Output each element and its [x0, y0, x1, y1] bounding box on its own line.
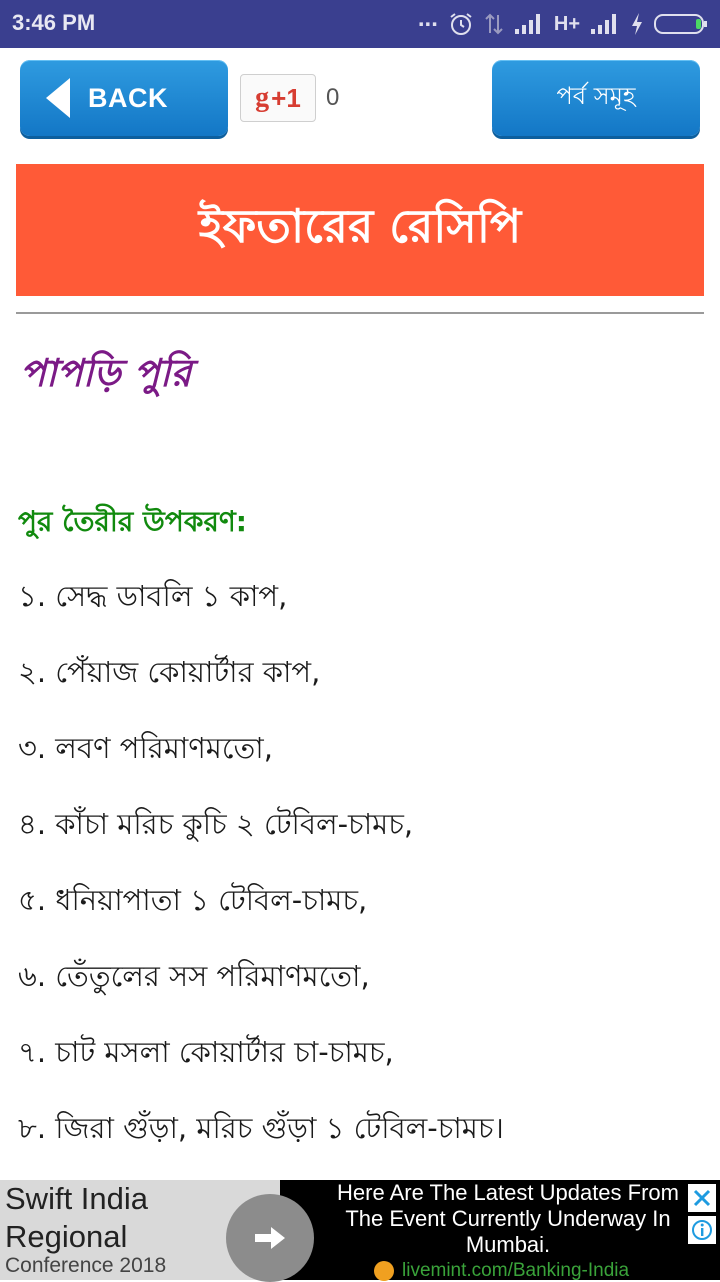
- page-title-banner: [16, 164, 704, 296]
- google-plus-one-button[interactable]: [240, 74, 316, 122]
- ad-info-button[interactable]: [688, 1216, 716, 1244]
- recipe-title: পাপড়ি পুরি: [20, 351, 192, 395]
- ingredient-item: ১. সেদ্ধ ডাবলি ১ কাপ,: [18, 579, 288, 613]
- section-heading: পুর তৈরীর উপকরণ:: [18, 505, 247, 538]
- alarm-icon: [448, 11, 474, 37]
- ad-arrow-button[interactable]: [226, 1194, 314, 1282]
- back-button[interactable]: [20, 60, 228, 136]
- info-icon: [691, 1219, 713, 1241]
- ingredient-item: ৫. ধনিয়াপাতা ১ টেবিল-চামচ,: [18, 883, 368, 917]
- google-plus-g: g: [255, 82, 270, 113]
- ingredient-item: ৩. লবণ পরিমাণমতো,: [18, 731, 273, 765]
- back-button-label: BACK: [88, 82, 168, 113]
- ingredient-item: ৪. কাঁচা মরিচ কুচি ২ টেবিল-চামচ,: [18, 807, 414, 841]
- ingredient-item: ৭. চাট মসলা কোয়ার্টার চা-চামচ,: [18, 1035, 394, 1069]
- network-type: H+: [553, 12, 580, 35]
- ad-url[interactable]: [374, 1260, 629, 1282]
- charging-icon: [630, 12, 644, 36]
- ad-url-text: livemint.com/Banking-India: [402, 1260, 630, 1281]
- status-bar: [0, 0, 720, 48]
- back-arrow-icon: [46, 78, 70, 118]
- signal-icon: [514, 13, 544, 35]
- status-time: 3:46 PM: [12, 10, 96, 35]
- battery-icon: [654, 12, 708, 36]
- data-arrows-icon: [484, 11, 504, 37]
- parts-list-button[interactable]: পর্ব সমূহ: [492, 60, 700, 136]
- ingredient-item: ২. পেঁয়াজ কোয়ার্টার কাপ,: [18, 655, 321, 689]
- signal-icon-2: [590, 13, 620, 35]
- divider: [16, 312, 704, 314]
- ad-subtitle: Conference 2018: [5, 1254, 167, 1277]
- page-title: ইফতারের রেসিপি: [198, 199, 522, 253]
- ad-close-button[interactable]: [688, 1184, 716, 1212]
- status-icons: [417, 5, 708, 40]
- ad-title: Swift India Regional: [5, 1181, 149, 1254]
- arrow-right-icon: [253, 1225, 287, 1251]
- top-toolbar: [0, 48, 720, 148]
- ingredient-item: ৬. তেঁতুলের সস পরিমাণমতো,: [18, 959, 370, 993]
- ingredient-list: [18, 574, 504, 1182]
- ad-banner[interactable]: [0, 1180, 720, 1280]
- ad-headline[interactable]: Here Are The Latest Updates From The Event Currently Underway In Mumbai.: [337, 1180, 679, 1257]
- ad-site-logo-icon: [374, 1261, 394, 1281]
- close-icon: [692, 1188, 712, 1208]
- ingredient-item: ৮. জিরা গুঁড়া, মরিচ গুঁড়া ১ টেবিল-চামচ।: [18, 1111, 504, 1145]
- more-dots-icon: ...: [417, 5, 438, 32]
- plus-one-count: 0: [326, 84, 340, 111]
- google-plus-one-label: +1: [271, 82, 301, 113]
